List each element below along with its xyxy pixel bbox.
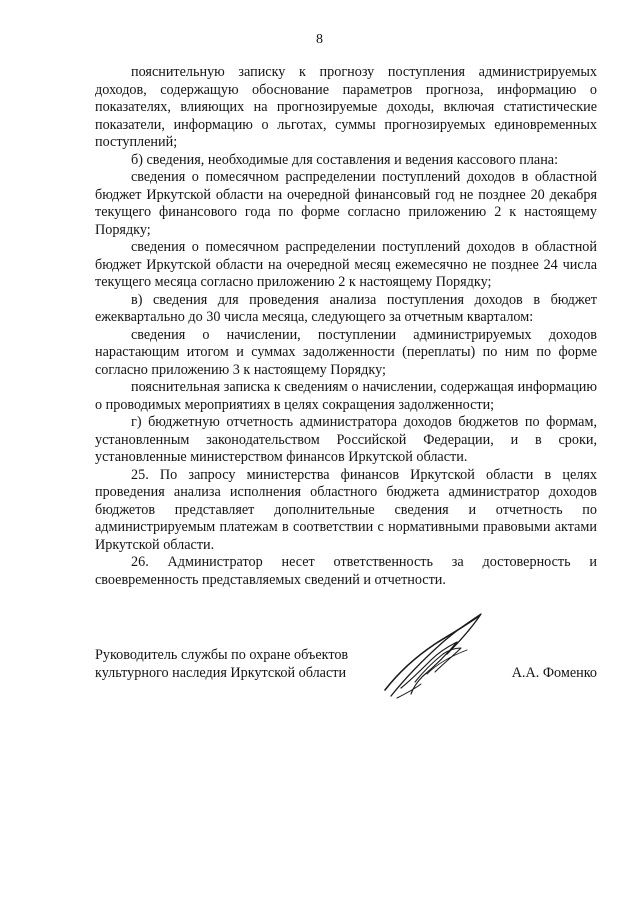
document-body xyxy=(95,64,597,589)
paragraph-item-b: б) сведения, необходимые для составления и ведения кассового плана: xyxy=(131,151,559,168)
paragraph-clause-25: 25. По запросу министерства финансов Иркутской области в целях проведения анализа исполнения областного бюджета администратор доходов бюджетов представляет дополнительные сведения и отчетность по администрируемым платежам в соответствии с нормативными правовыми актами Иркутской области. xyxy=(95,466,597,553)
paragraph-accrual-info: сведения о начислении, поступлении администрируемых доходов нарастающим итогом и суммах задолженности (переплаты) по ним по форме согласно приложению 3 к настоящему Порядку; xyxy=(95,326,597,378)
paragraph-debt-note: пояснительная записка к сведениям о начислении, содержащая информацию о проводимых мероприятиях в целях сокращения задолженности; xyxy=(95,379,597,413)
paragraph-monthly-distribution-year: сведения о помесячном распределении поступлений доходов в областной бюджет Иркутской области на очередной финансовый год не позднее 20 декабря текущего финансового года по форме согласно приложению 2 к настоящему Порядку; xyxy=(95,169,597,238)
page-number: 8 xyxy=(316,32,323,47)
paragraph-explanatory-note: пояснительную записку к прогнозу поступления администрируемых доходов, содержащую обоснование параметров прогноза, информацию о показателях, влияющих на прогнозируемые доходы, включая статистические показатели, информацию о льготах, суммы прогнозируемых единовременных поступлений; xyxy=(95,64,597,150)
signer-position xyxy=(95,646,385,682)
signer-position-line-2: культурного наследия Иркутской области xyxy=(95,665,347,681)
handwritten-signature xyxy=(377,610,497,705)
signer-position-line-1: Руководитель службы по охране объектов xyxy=(95,647,349,663)
paragraph-clause-26: 26. Администратор несет ответственность за достоверность и своевременность представляемых сведений и отчетности. xyxy=(95,554,597,588)
paragraph-item-v: в) сведения для проведения анализа поступления доходов в бюджет ежеквартально до 30 числа месяца, следующего за отчетным кварталом: xyxy=(95,291,597,325)
signature-block xyxy=(95,646,597,706)
signer-name: А.А. Фоменко xyxy=(511,665,597,681)
paragraph-monthly-distribution-month: сведения о помесячном распределении поступлений доходов в областной бюджет Иркутской области на очередной месяц ежемесячно не позднее 24 числа текущего месяца согласно приложению 2 к настоящему Порядку; xyxy=(95,239,597,290)
paragraph-item-g: г) бюджетную отчетность администратора доходов бюджетов по формам, установленным законодательством Российской Федерации, и в сроки, установленные министерством финансов Иркутской области. xyxy=(95,414,597,465)
